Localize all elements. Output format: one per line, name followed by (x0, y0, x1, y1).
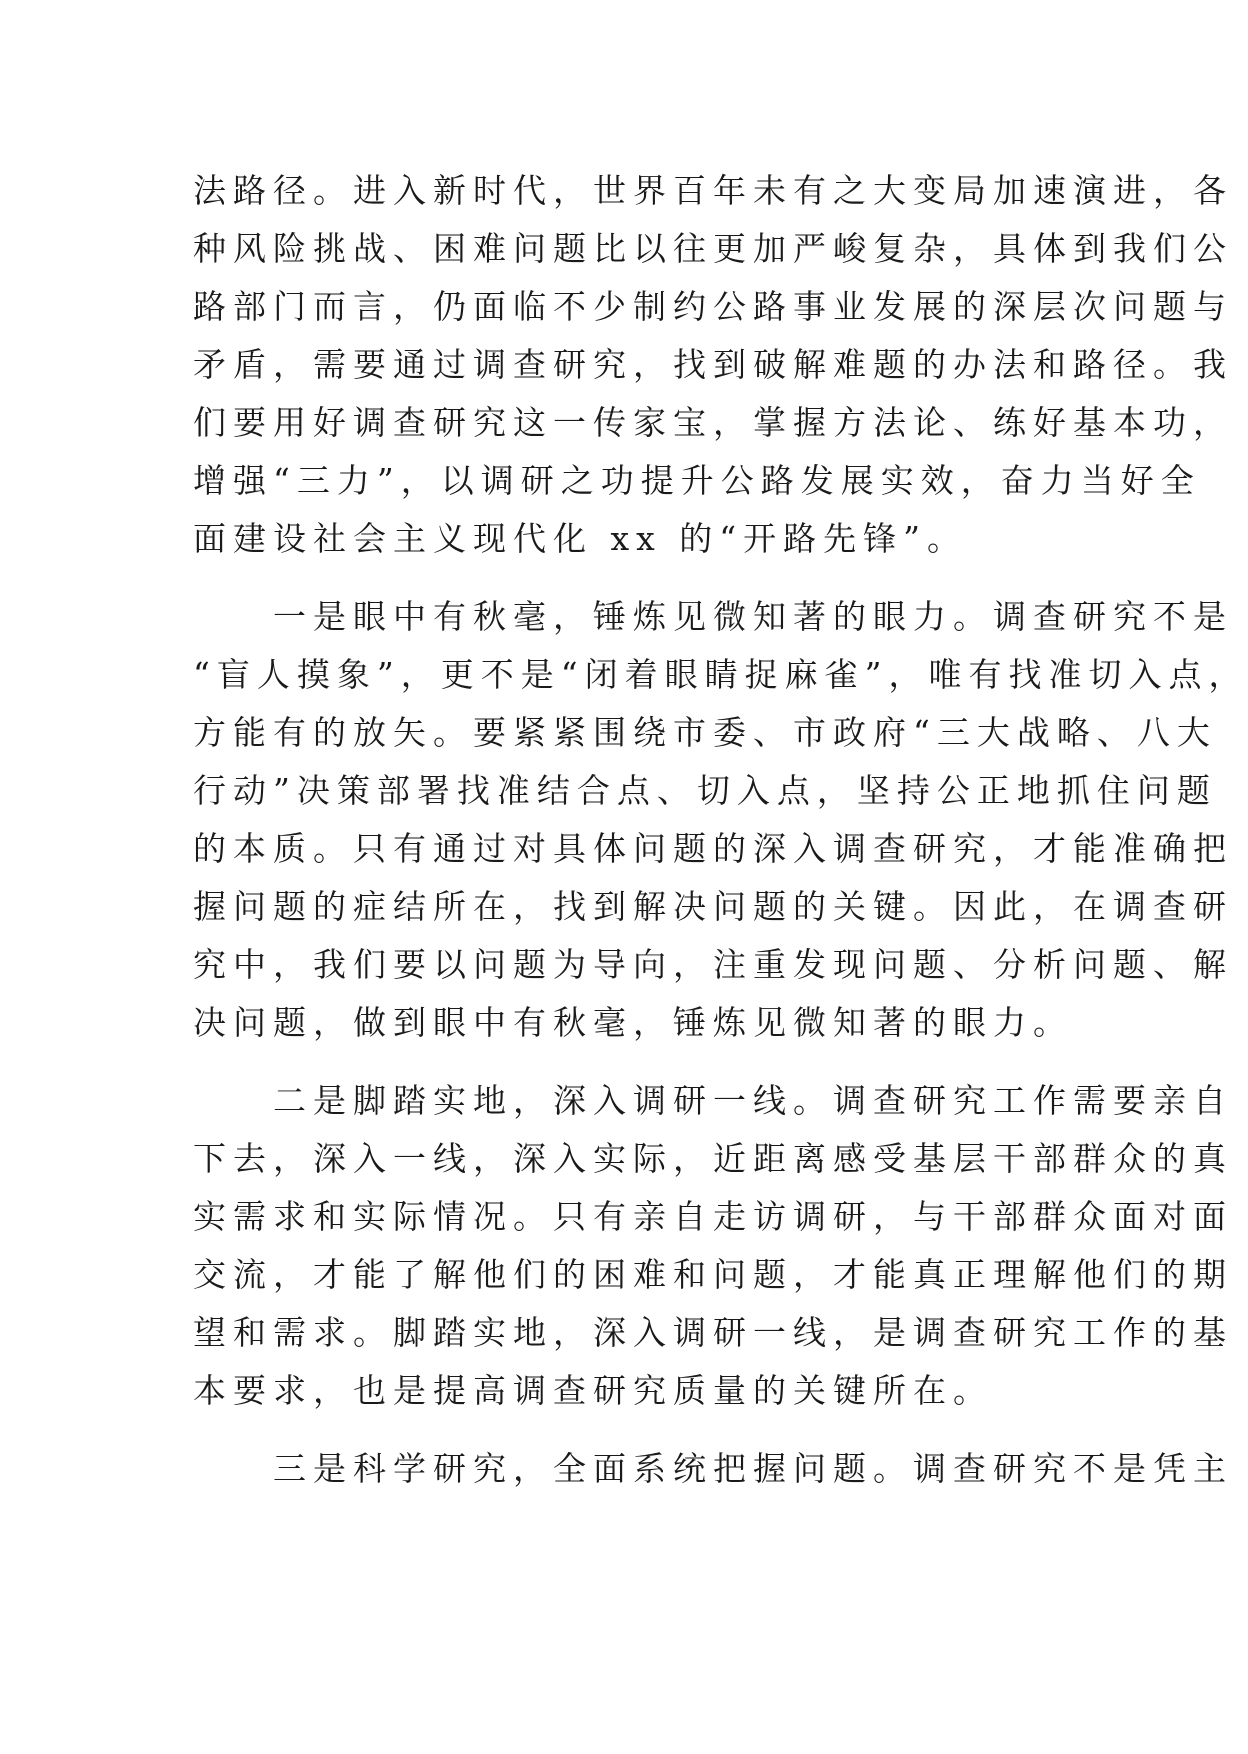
text-line: 面建设社会主义现代化 xx 的“开路先锋”。 (193, 519, 967, 558)
text-line: 增强“三力”，以调研之功提升公路发展实效，奋力当好全 (193, 461, 1201, 500)
paragraph-point-three (193, 1440, 1233, 1498)
paragraph-point-two (193, 1072, 1233, 1420)
text-line: 二是脚踏实地，深入调研一线。调查研究工作需要亲自 (193, 1081, 1233, 1120)
document-body (193, 162, 1248, 1498)
paragraph-spacing (193, 568, 1053, 588)
text-line: 本要求，也是提高调查研究质量的关键所在。 (193, 1371, 993, 1410)
text-line: “盲人摸象”，更不是“闭着眼睛捉麻雀”，唯有找准切入点， (193, 655, 1248, 694)
text-line: 握问题的症结所在，找到解决问题的关键。因此，在调查研 (193, 887, 1233, 926)
text-line: 望和需求。脚踏实地，深入调研一线，是调查研究工作的基 (193, 1313, 1233, 1352)
paragraph-spacing (193, 1052, 1053, 1072)
paragraph-point-one (193, 588, 1248, 1052)
text-line: 下去，深入一线，深入实际，近距离感受基层干部群众的真 (193, 1139, 1233, 1178)
text-line: 行动”决策部署找准结合点、切入点，坚持公正地抓住问题 (193, 771, 1217, 810)
text-line: 三是科学研究，全面系统把握问题。调查研究不是凭主 (193, 1449, 1233, 1488)
text-line: 种风险挑战、困难问题比以往更加严峻复杂，具体到我们公 (193, 229, 1233, 268)
text-line: 实需求和实际情况。只有亲自走访调研，与干部群众面对面 (193, 1197, 1233, 1236)
text-line: 交流，才能了解他们的困难和问题，才能真正理解他们的期 (193, 1255, 1233, 1294)
text-line: 矛盾，需要通过调查研究，找到破解难题的办法和路径。我 (193, 345, 1233, 384)
text-line: 方能有的放矢。要紧紧围绕市委、市政府“三大战略、八大 (193, 713, 1217, 752)
text-line: 路部门而言，仍面临不少制约公路事业发展的深层次问题与 (193, 287, 1233, 326)
text-line: 的本质。只有通过对具体问题的深入调查研究，才能准确把 (193, 829, 1233, 868)
paragraph-spacing (193, 1420, 1053, 1440)
text-line: 一是眼中有秋毫，锤炼见微知著的眼力。调查研究不是 (193, 597, 1233, 636)
text-line: 究中，我们要以问题为导向，注重发现问题、分析问题、解 (193, 945, 1233, 984)
paragraph-intro (193, 162, 1233, 568)
text-line: 法路径。进入新时代，世界百年未有之大变局加速演进，各 (193, 171, 1233, 210)
text-line: 们要用好调查研究这一传家宝，掌握方法论、练好基本功， (193, 403, 1233, 442)
text-line: 决问题，做到眼中有秋毫，锤炼见微知著的眼力。 (193, 1003, 1073, 1042)
